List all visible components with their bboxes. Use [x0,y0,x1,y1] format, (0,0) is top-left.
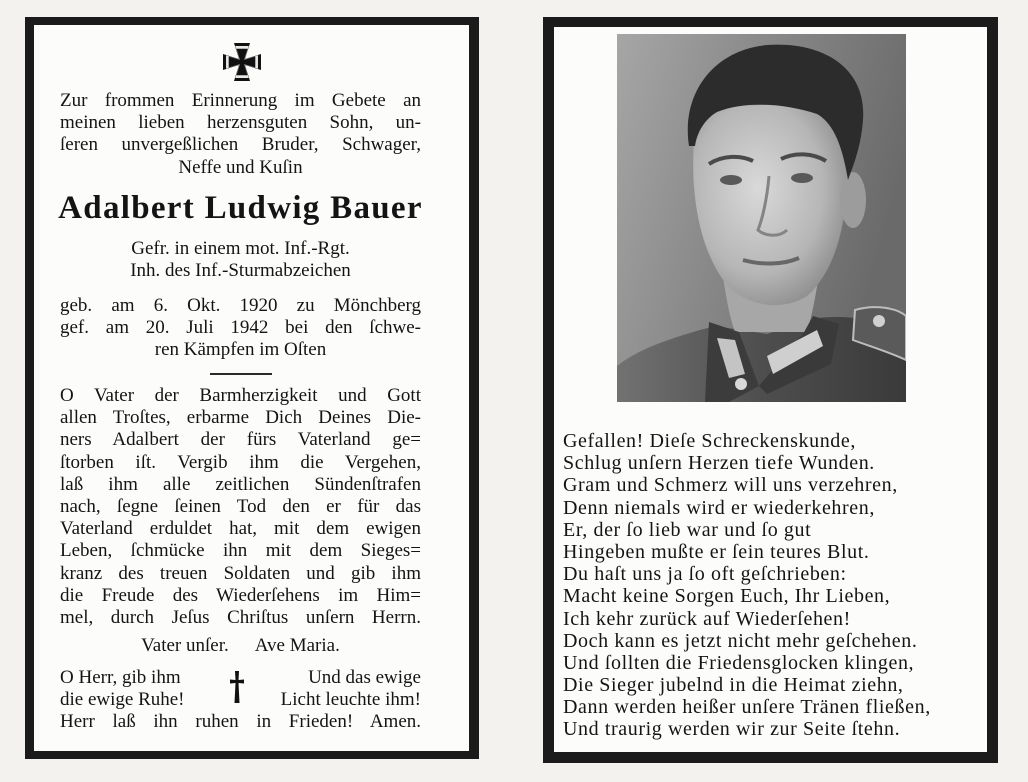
eye-right [791,173,813,183]
prayer-line: Leben, ſchmücke ihn mit dem Sieges= [60,540,421,562]
military-rank [60,238,421,282]
death-line: gef. am 20. Juli 1942 bei den ſchwe- [60,317,421,339]
poem-line: Du haſt uns ja ſo oft geſchrieben: [563,563,847,586]
left-card-frame [25,17,479,759]
poem-line: Gram und Schmerz will uns verzehren, [563,474,898,497]
prayer-line: nach, ſegne ſeinen Tod den er für das [60,495,421,517]
closing-prayers [60,635,421,657]
prayer-line: O Vater der Barmherzigkeit und Gott [60,385,421,406]
death-line-continued: ren Kämpfen im Oſten [154,339,327,361]
rank-line: Inh. des Inf.-Sturmabzeichen [130,260,351,282]
memorial-poem [563,430,973,741]
dedication-line: ſeren unvergeßlichen Bruder, Schwager, [60,134,421,156]
dedication-line: meinen lieben herzensguten Sohn, un- [60,112,421,134]
prayer-line: ſtorben iſt. Vergib ihm die Vergehen, [60,451,421,473]
eye-left [720,175,742,185]
poem-line: Und ſollten die Friedensglocken klingen, [563,651,915,674]
prayer-line: ners Adalbert der fürs Vaterland ge= [60,429,421,451]
poem-line: Dann werden heißer unſere Tränen fließen, [563,696,931,719]
uniform-button [735,378,747,390]
poem-line: Und traurig werden wir zur Seite ſtehn. [563,718,901,741]
blessing-last-line: Herr laß ihn ruhen in Frieden! Amen. [60,711,421,733]
ear [840,172,866,228]
rank-line: Gefr. in einem mot. Inf.-Rgt. [131,238,350,259]
latin-cross-icon [230,671,244,703]
prayer-text [60,385,421,629]
divider [210,373,272,375]
blessing-left: die ewige Ruhe! [60,689,185,711]
ave-maria-label: Ave Maria. [254,635,340,656]
life-dates [60,295,421,362]
blessing-right: Und das ewige [308,667,421,688]
shoulder-button [873,315,885,327]
deceased-name: Adalbert Ludwig Bauer [58,190,423,226]
poem-line: Er, der ſo lieb war und ſo gut [563,518,812,541]
iron-cross-icon [221,41,263,83]
blessing-right: Licht leuchte ihm! [280,689,421,711]
blessing-left: O Herr, gib ihm [60,667,181,688]
poem-line: Gefallen! Dieſe Schreckenskunde, [563,430,856,452]
prayer-line: allen Troſtes, erbarme Dich Deines Die- [60,407,421,429]
poem-line: Schlug unſern Herzen tiefe Wunden. [563,452,875,475]
birth-line: geb. am 6. Okt. 1920 zu Mönchberg [60,295,421,316]
prayer-line: kranz des treuen Soldaten und gib ihm [60,562,421,584]
poem-line: Doch kann es jetzt nicht mehr geſchehen. [563,629,918,652]
poem-line: Hingeben mußte er ſein teures Blut. [563,540,870,563]
right-card-frame [543,17,998,763]
dedication-line: Zur frommen Erinnerung im Gebete an [60,90,421,111]
prayer-line: Vaterland erduldet hat, mit dem ewigen [60,518,421,540]
final-blessing [60,667,421,734]
poem-line: Die Sieger jubelnd in die Heimat ziehn, [563,674,904,697]
poem-line: Ich kehr zurück auf Wiederſehen! [563,607,851,630]
prayer-line: die Freude des Wiederſehens im Him= [60,584,421,606]
soldier-portrait-photo [617,34,906,402]
poem-line: Denn niemals wird er wiederkehren, [563,496,875,519]
dedication-line: Neffe und Kuſin [178,156,303,178]
prayer-line: mel, durch Jeſus Chriſtus unſern Herrn. [60,606,421,628]
prayer-line: laß ihm alle zeitlichen Sündenſtrafen [60,473,421,495]
dedication-text [60,90,421,179]
poem-line: Macht keine Sorgen Euch, Ihr Lieben, [563,585,891,608]
our-father-label: Vater unſer. [141,635,229,656]
